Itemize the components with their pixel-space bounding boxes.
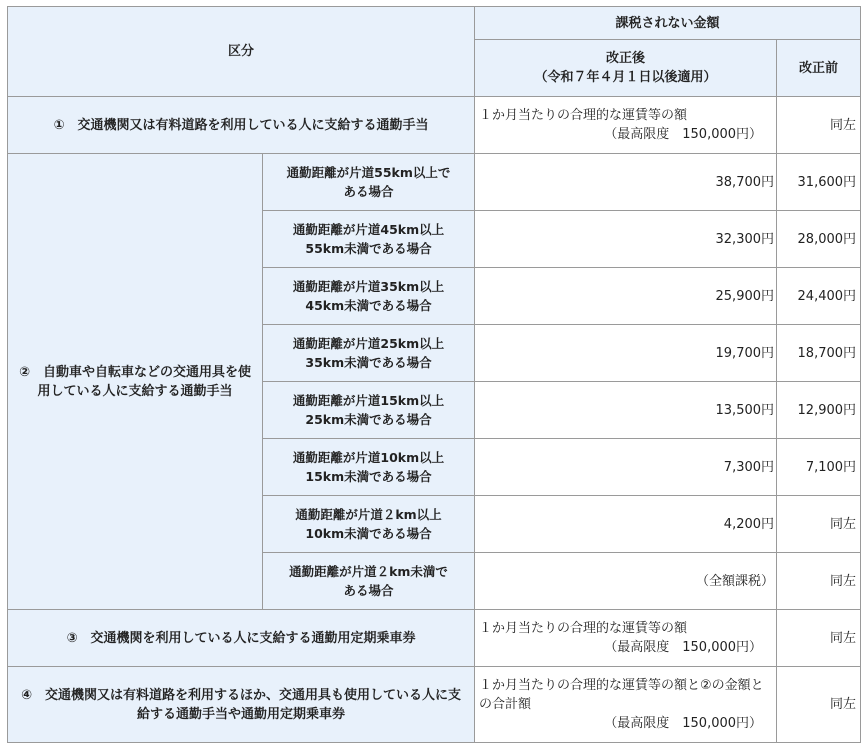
header-before-revision: 改正前 <box>777 40 861 97</box>
row2-sub4-before: 18,700円 <box>777 325 861 382</box>
row2-sub7-after: 4,200円 <box>475 496 777 553</box>
row2-category: ② 自動車や自転車などの交通用具を使用している人に支給する通勤手当 <box>8 154 263 610</box>
header-after-line1: 改正後 <box>606 51 646 66</box>
row2-sub3-label <box>263 268 475 325</box>
row2-sub1-line1: 通勤距離が片道55km以上で <box>286 165 451 180</box>
row2-sub2-line2: 55km未満である場合 <box>305 241 432 256</box>
row2-sub4-line2: 35km未満である場合 <box>305 355 432 370</box>
row4-after-line1: １か月当たりの合理的な運賃等の額と②の金額との合計額 <box>479 678 764 712</box>
row1-after-line2: （最高限度 150,000円） <box>604 127 763 142</box>
row2-sub3-after: 25,900円 <box>475 268 777 325</box>
row2-sub8-line1: 通勤距離が片道２km未満で <box>289 564 448 579</box>
row2-sub1-line2: ある場合 <box>343 184 394 199</box>
row2-sub8-label <box>263 553 475 610</box>
row2-sub8-after: （全額課税） <box>475 553 777 610</box>
row2-sub6-line1: 通勤距離が片道10km以上 <box>292 450 445 465</box>
row1-category: ① 交通機関又は有料道路を利用している人に支給する通勤手当 <box>8 97 475 154</box>
row2-sub5-line1: 通勤距離が片道15km以上 <box>292 393 445 408</box>
row2-sub8-before: 同左 <box>777 553 861 610</box>
row2-sub5-before: 12,900円 <box>777 382 861 439</box>
row4-after-line2: （最高限度 150,000円） <box>604 716 763 731</box>
row2-sub4-label <box>263 325 475 382</box>
row2-sub6-label <box>263 439 475 496</box>
row2-sub4-after: 19,700円 <box>475 325 777 382</box>
row2-sub7-label <box>263 496 475 553</box>
row3-after-line1: １か月当たりの合理的な運賃等の額 <box>479 621 688 636</box>
row2-sub5-line2: 25km未満である場合 <box>305 412 432 427</box>
row4-category: ④ 交通機関又は有料道路を利用するほか、交通用具も使用している人に支給する通勤手当や通勤用定期乗車券 <box>8 667 475 743</box>
header-after-revision <box>475 40 777 97</box>
row1-after-line1: １か月当たりの合理的な運賃等の額 <box>479 108 688 123</box>
row2-sub8-line2: ある場合 <box>343 583 394 598</box>
row2-sub2-label <box>263 211 475 268</box>
row2-sub7-line1: 通勤距離が片道２km以上 <box>295 507 442 522</box>
row3-before: 同左 <box>777 610 861 667</box>
row1-before: 同左 <box>777 97 861 154</box>
row4-after <box>475 667 777 743</box>
row2-sub3-line2: 45km未満である場合 <box>305 298 432 313</box>
row2-sub7-before: 同左 <box>777 496 861 553</box>
row2-sub2-line1: 通勤距離が片道45km以上 <box>292 222 445 237</box>
table-wrapper <box>7 6 861 743</box>
row1-after <box>475 97 777 154</box>
row2-sub6-before: 7,100円 <box>777 439 861 496</box>
row2-sub5-label <box>263 382 475 439</box>
row2-sub6-line2: 15km未満である場合 <box>305 469 432 484</box>
row2-sub5-after: 13,500円 <box>475 382 777 439</box>
row2-sub7-line2: 10km未満である場合 <box>305 526 432 541</box>
header-category: 区分 <box>8 7 475 97</box>
row2-sub2-before: 28,000円 <box>777 211 861 268</box>
row3-after-line2: （最高限度 150,000円） <box>604 640 763 655</box>
row2-sub3-line1: 通勤距離が片道35km以上 <box>292 279 445 294</box>
row2-sub1-before: 31,600円 <box>777 154 861 211</box>
commuting-allowance-table <box>7 6 861 743</box>
header-untaxed-amount: 課税されない金額 <box>475 7 861 40</box>
row3-after <box>475 610 777 667</box>
header-after-line2: （令和７年４月１日以後適用） <box>534 70 717 85</box>
row2-sub1-after: 38,700円 <box>475 154 777 211</box>
row2-sub1-label <box>263 154 475 211</box>
row2-sub3-before: 24,400円 <box>777 268 861 325</box>
row2-sub2-after: 32,300円 <box>475 211 777 268</box>
row2-sub4-line1: 通勤距離が片道25km以上 <box>292 336 445 351</box>
row4-before: 同左 <box>777 667 861 743</box>
row3-category: ③ 交通機関を利用している人に支給する通勤用定期乗車券 <box>8 610 475 667</box>
row2-sub6-after: 7,300円 <box>475 439 777 496</box>
